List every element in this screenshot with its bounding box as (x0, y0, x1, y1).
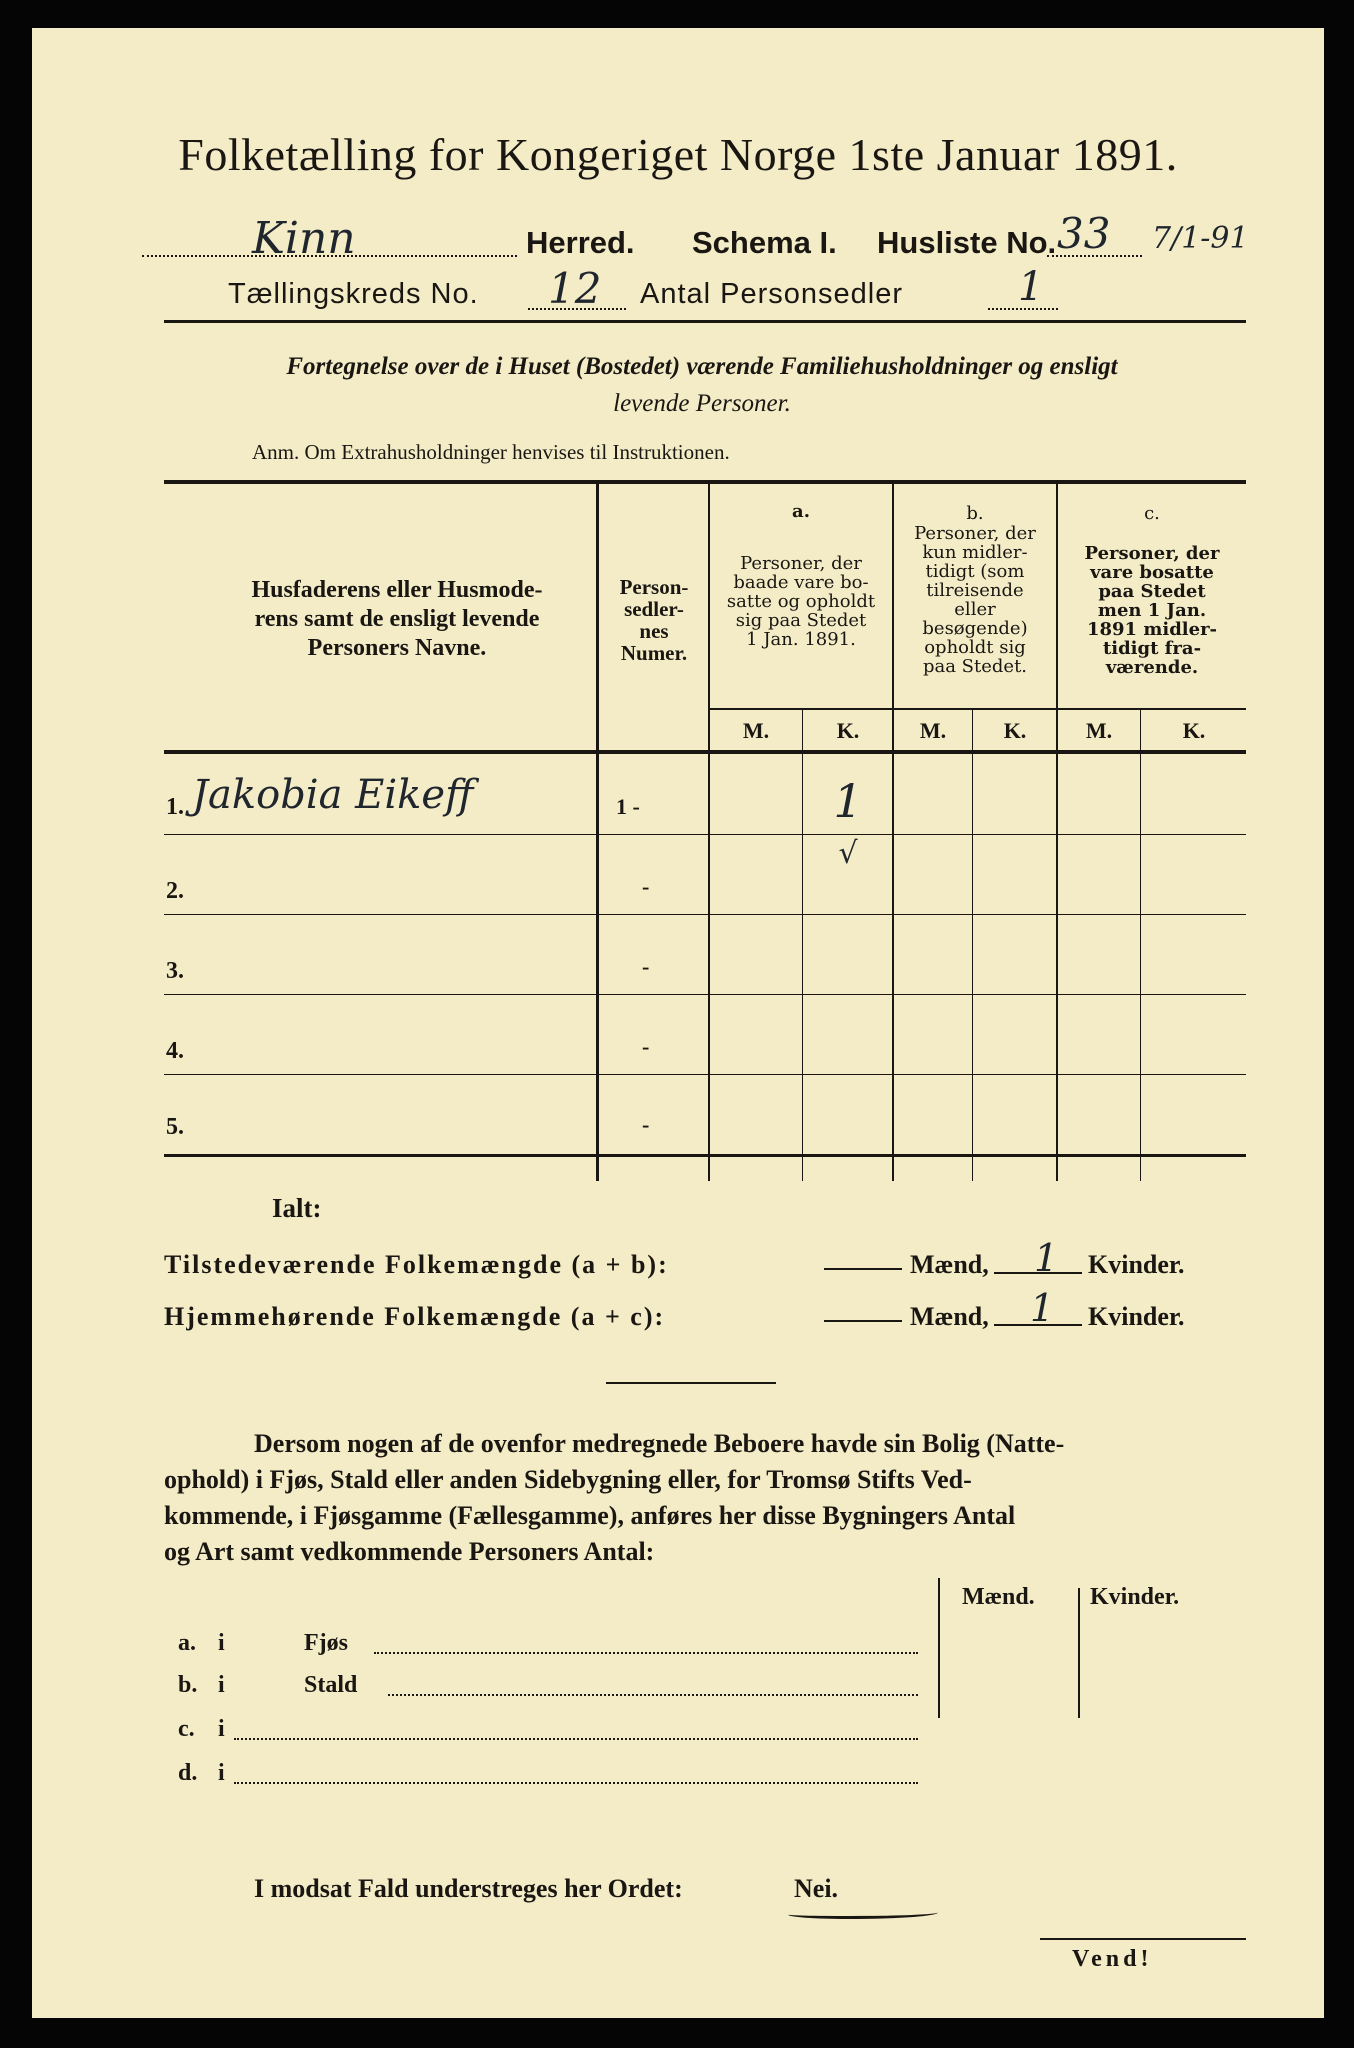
names-column-header (182, 576, 612, 663)
num-header-line-4: Numer. (620, 641, 688, 665)
herred-value: Kinn (252, 213, 356, 264)
col-b-letter: b. (966, 503, 984, 524)
ialt-label: Ialt: (272, 1193, 322, 1223)
maend-label: Mænd, (910, 1250, 989, 1279)
person-number: - (642, 874, 650, 899)
col-b-line-6: besøgende) (922, 618, 1028, 639)
item-dotted-line (234, 1782, 918, 1784)
col-c-m-label: M. (1085, 718, 1113, 743)
personsedler-value: 1 (1018, 264, 1044, 310)
maend-label: Mænd, (910, 1302, 989, 1331)
col-c-line-6: tidigt fra- (1102, 638, 1202, 659)
table-row (164, 914, 1246, 995)
list-item (178, 1630, 918, 1664)
col-c-line-5: 1891 midler- (1086, 619, 1218, 640)
form-title: Folketælling for Kongeriget Norge 1ste Januar 1891. (178, 129, 1178, 180)
col-a-line-4: sig paa Stedet (735, 610, 867, 631)
outbuildings-paragraph (164, 1426, 1254, 1570)
table-row (164, 834, 1246, 915)
footer-rule (1040, 1938, 1246, 1940)
outbuildings-kvinder-header: Kvinder. (1090, 1584, 1180, 1610)
col-c-header (1058, 544, 1246, 677)
col-b-k-label: K. (1003, 718, 1027, 743)
col-b-line-1: Personer, der (914, 523, 1036, 544)
maend-dash (824, 1268, 902, 1270)
col-c-line-1: Personer, der (1084, 543, 1220, 564)
nei-underline (788, 1908, 938, 1919)
item-letter: d. (178, 1760, 198, 1786)
nei-instruction: I modsat Fald understreges her Ordet: (254, 1874, 683, 1903)
herred-label: Herred. (526, 225, 635, 260)
anm-note: Anm. Om Extrahusholdninger henvises til Instruktionen. (252, 440, 730, 464)
outbuildings-divider-2 (1078, 1588, 1080, 1718)
title-rule (164, 320, 1246, 323)
col-b-line-8: paa Stedet. (922, 656, 1028, 677)
item-prefix: i (218, 1716, 225, 1742)
col-a-header (710, 554, 892, 649)
kreds-value: 12 (548, 264, 602, 313)
list-item (178, 1716, 918, 1750)
item-dotted-line (234, 1738, 918, 1740)
schema-label: Schema I. (692, 225, 837, 260)
col-b-line-5: eller (954, 599, 996, 620)
table-row (164, 754, 1246, 835)
husliste-label: Husliste No. (877, 225, 1057, 260)
table-row (164, 994, 1246, 1075)
table-bottom-rule (164, 1154, 1246, 1157)
person-number: - (642, 1112, 650, 1137)
outbuildings-line-3: kommende, i Fjøsgamme (Fællesgamme), anføres her disse Bygningers Antal (164, 1501, 1016, 1530)
hjemmehorende-label: Hjemmehørende Folkemængde (a + c): (164, 1302, 666, 1331)
col-a-k-value: 1 (833, 774, 863, 828)
kvinder-value: 1 (1030, 1286, 1055, 1330)
col-b-line-3: tidigt (som (925, 561, 1025, 582)
personsedler-label: Antal Personsedler (640, 278, 904, 310)
num-header-line-3: nes (639, 619, 669, 643)
col-b-line-2: kun midler- (922, 542, 1028, 563)
outbuildings-line-1: Dersom nogen af de ovenfor medregnede Beboere havde sin Bolig (Natte- (254, 1429, 1065, 1458)
col-a-k-check: √ (838, 836, 858, 871)
row-number: 3. (166, 958, 184, 984)
num-column-header (598, 576, 710, 664)
nei-word: Nei. (794, 1874, 839, 1903)
item-dotted-line (388, 1694, 918, 1696)
col-a-line-1: Personer, der (740, 553, 862, 574)
census-form (32, 28, 1324, 2018)
tilstedevaerende-label: Tilstedeværende Folkemængde (a + b): (164, 1250, 669, 1279)
col-c-letter: c. (1144, 503, 1160, 524)
kvinder-label: Kvinder. (1088, 1250, 1185, 1279)
table-top-rule (164, 480, 1246, 484)
col-a-line-2: baade vare bo- (733, 572, 869, 593)
outbuildings-line-2: ophold) i Fjøs, Stald eller anden Sidebygning eller, for Tromsø Stifts Ved- (164, 1465, 972, 1494)
row-number: 2. (166, 878, 184, 904)
outbuildings-maend-header: Mænd. (962, 1584, 1035, 1610)
item-prefix: i (218, 1672, 225, 1698)
item-letter: c. (178, 1716, 195, 1742)
col-a-line-5: 1 Jan. 1891. (746, 629, 856, 650)
col-c-k-label: K. (1182, 718, 1206, 743)
row-number: 4. (166, 1038, 184, 1064)
col-c-line-4: men 1 Jan. (1097, 600, 1207, 621)
num-header-line-1: Person- (619, 575, 689, 599)
col-a-line-3: satte og opholdt (726, 591, 876, 612)
row-number: 5. (166, 1114, 184, 1140)
item-letter: a. (178, 1630, 196, 1656)
kvinder-label: Kvinder. (1088, 1302, 1185, 1331)
table-row (164, 1074, 1246, 1154)
row-number: 1. (166, 794, 184, 820)
names-header-line-3: Personers Navne. (307, 635, 487, 661)
kreds-label: Tællingskreds No. (228, 278, 479, 310)
table-body (164, 754, 1246, 1154)
kvinder-value: 1 (1034, 1236, 1059, 1280)
outbuildings-line-4: og Art samt vedkommende Personers Antal: (164, 1537, 655, 1566)
outbuildings-divider-1 (938, 1578, 940, 1718)
col-c-line-2: vare bosatte (1090, 562, 1214, 583)
names-header-line-1: Husfaderens eller Husmode- (251, 577, 543, 603)
item-prefix: i (218, 1630, 225, 1656)
totals-line-2 (164, 1286, 1254, 1342)
col-c-line-7: værende. (1105, 657, 1199, 678)
col-a-letter: a. (792, 501, 810, 522)
names-header-line-2: rens samt de ensligt levende (254, 606, 540, 632)
kreds-line (228, 264, 1228, 318)
herred-line (142, 209, 1322, 265)
col-a-k-label: K. (836, 718, 860, 743)
num-header-line-2: sedler- (624, 597, 684, 621)
mk-subheader-rule (710, 708, 1246, 710)
intro-line-1: Fortegnelse over de i Huset (Bostedet) værende Familiehusholdninger og ensligt (286, 353, 1118, 380)
item-label: Fjøs (304, 1630, 348, 1656)
item-letter: b. (178, 1672, 198, 1698)
col-b-line-4: tilreisende (926, 580, 1024, 601)
col-c-line-3: paa Stedet (1098, 581, 1206, 602)
col-a-m-label: M. (742, 718, 770, 743)
item-prefix: i (218, 1760, 225, 1786)
totals-line-1 (164, 1236, 1254, 1290)
maend-dash (824, 1320, 902, 1322)
col-b-line-7: opholdt sig (924, 637, 1026, 658)
section-divider (606, 1382, 776, 1384)
item-label: Stald (304, 1672, 358, 1698)
item-dotted-line (374, 1652, 918, 1654)
col-b-header (894, 524, 1056, 676)
margin-note: 7/1-91 (1152, 221, 1249, 256)
list-item (178, 1672, 918, 1706)
husliste-value: 33 (1057, 209, 1111, 258)
list-item (178, 1760, 918, 1794)
person-number: 1 - (616, 794, 640, 819)
person-number: - (642, 954, 650, 979)
col-b-m-label: M. (919, 718, 947, 743)
intro-line-2: levende Personer. (613, 390, 791, 417)
person-name: Jakobia Eikeff (192, 772, 474, 818)
vend-label: Vend! (1072, 1946, 1153, 1972)
person-number: - (642, 1034, 650, 1059)
